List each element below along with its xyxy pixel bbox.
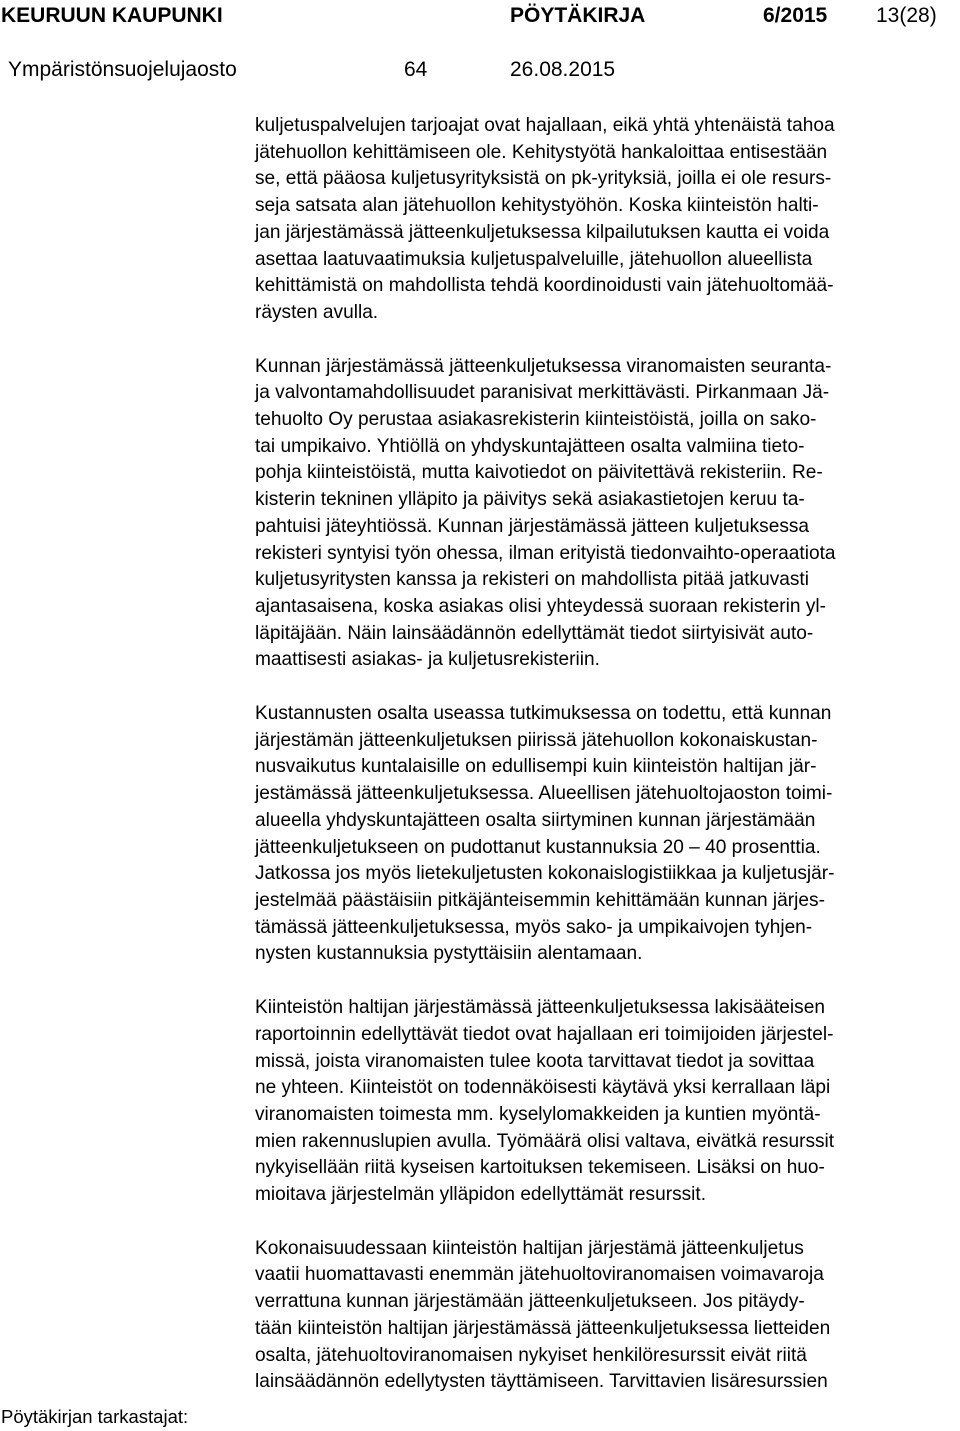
paragraph-line: lainsäädännön edellytysten täyttämiseen. Tarvittavien lisäresurssien (255, 1371, 828, 1393)
paragraph-line: Kustannusten osalta useassa tutkimuksessa on todettu, että kunnan (255, 703, 832, 725)
paragraph-line: se, että pääosa kuljetusyrityksistä on pk-yrityksiä, joilla ei ole resurs- (255, 168, 832, 190)
municipality-name: KEURUUN KAUPUNKI (1, 4, 223, 27)
body-paragraph (255, 1236, 959, 1396)
paragraph-line: tään kiinteistön haltijan järjestämässä jätteenkuljetuksessa lietteiden (255, 1317, 831, 1339)
paragraph-line: kehittämistä on mahdollista tehdä koordinoidusti vain jätehuoltomää- (255, 275, 834, 297)
paragraph-line: kuljetusyritysten kanssa ja rekisteri on mahdollista pitää jatkuvasti (255, 569, 809, 591)
paragraph-line: missä, joista viranomaisten tulee koota tarvittavat tiedot ja sovittaa (255, 1050, 815, 1072)
paragraph-line: kisterin tekninen ylläpito ja päivitys sekä asiakastietojen keruu ta- (255, 489, 805, 511)
document-body (255, 113, 959, 1396)
section-number: 64 (404, 58, 428, 81)
paragraph-line: tai umpikaivo. Yhtiöllä on yhdyskuntajätteen osalta valmiina tieto- (255, 435, 805, 457)
paragraph-line: kuljetuspalvelujen tarjoajat ovat hajallaan, eikä yhtä yhtenäistä tahoa (255, 115, 835, 136)
meeting-date: 26.08.2015 (510, 58, 616, 81)
paragraph-line: jätteenkuljetukseen on pudottanut kustannuksia 20 – 40 prosenttia. (255, 836, 821, 858)
body-paragraph (255, 113, 959, 327)
paragraph-line: mien rakennuslupien avulla. Työmäärä olisi valtava, eivätkä resurssit (255, 1130, 835, 1152)
paragraph-line: tehuolto Oy perustaa asiakasrekisterin kiinteistöistä, joilla on sako- (255, 409, 817, 431)
reviewers-label: Pöytäkirjan tarkastajat: (1, 1406, 189, 1427)
paragraph-line: Kiinteistön haltijan järjestämässä jätteenkuljetuksessa lakisääteisen (255, 997, 825, 1019)
paragraph-line: vaatii huomattavasti enemmän jätehuoltoviranomaisen voimavaroja (255, 1264, 824, 1286)
paragraph-line: rekisteri syntyisi työn ohessa, ilman erityistä tiedonvaihto-operaatiota (255, 542, 836, 564)
paragraph-line: läpitäjään. Näin lainsäädännön edellyttämät tiedot siirtyisivät auto- (255, 622, 814, 644)
paragraph-line: nysten kustannuksia pystyttäisiin alentamaan. (255, 943, 643, 965)
body-paragraph (255, 354, 959, 674)
paragraph-line: jestämässä jätteenkuljetuksessa. Alueellisen jätehuoltojaoston toimi- (255, 783, 833, 805)
paragraph-line: jan järjestämässä jätteenkuljetuksessa kilpailutuksen kautta ei voida (255, 221, 830, 243)
document-type: PÖYTÄKIRJA (510, 4, 646, 27)
paragraph-line: nykyisellään riitä kyseisen kartoituksen tekemiseen. Lisäksi on huo- (255, 1157, 825, 1179)
header-top-row (0, 1, 960, 31)
paragraph-line: Jatkossa jos myös lietekuljetusten kokonaislogistiikkaa ja kuljetusjär- (255, 863, 835, 885)
paragraph-line: raportoinnin edellyttävät tiedot ovat hajallaan eri toimijoiden järjestel- (255, 1023, 834, 1045)
paragraph-line: järjestämän jätteenkuljetuksen piirissä jätehuollon kokonaiskustan- (255, 729, 818, 751)
paragraph-line: Kunnan järjestämässä jätteenkuljetuksessa viranomaisten seuranta- (255, 355, 832, 377)
paragraph-line: Kokonaisuudessaan kiinteistön haltijan järjestämä jätteenkuljetus (255, 1237, 804, 1259)
header-second-row (0, 55, 960, 85)
paragraph-line: nusvaikutus kuntalaisille on edullisempi kuin kiinteistön haltijan jär- (255, 756, 817, 778)
paragraph-line: osalta, jätehuoltoviranomaisen nykyiset henkilöresurssit eivät riitä (255, 1344, 807, 1366)
body-paragraph (255, 995, 959, 1209)
paragraph-line: viranomaisten toimesta mm. kyselylomakkeiden ja kuntien myöntä- (255, 1103, 821, 1125)
paragraph-line: ja valvontamahdollisuudet paranisivat merkittävästi. Pirkanmaan Jä- (255, 382, 830, 404)
committee-name: Ympäristönsuojelujaosto (8, 58, 237, 81)
paragraph-line: pahtuisi jäteyhtiössä. Kunnan järjestämässä jätteen kuljetuksessa (255, 515, 810, 537)
document-number: 6/2015 (763, 4, 828, 27)
paragraph-line: asettaa laatuvaatimuksia kuljetuspalveluille, jätehuollon alueellista (255, 248, 813, 270)
paragraph-line: alueella yhdyskuntajätteen osalta siirtyminen kunnan järjestämään (255, 809, 816, 831)
page-number: 13(28) (876, 4, 937, 27)
paragraph-line: seja satsata alan jätehuollon kehitystyöhön. Koska kiinteistön halti- (255, 195, 819, 217)
paragraph-line: ne yhteen. Kiinteistöt on todennäköisesti käytävä yksi kerrallaan läpi (255, 1077, 831, 1099)
paragraph-line: ajantasaisena, koska asiakas olisi yhteydessä suoraan rekisterin yl- (255, 595, 826, 617)
paragraph-line: maattisesti asiakas- ja kuljetusrekisteriin. (255, 649, 600, 671)
paragraph-line: jestelmää päästäisiin pitkäjänteisemmin kehittämään kunnan järjes- (255, 889, 825, 911)
paragraph-line: räysten avulla. (255, 301, 379, 323)
paragraph-line: verrattuna kunnan järjestämään jätteenkuljetukseen. Jos pitäydy- (255, 1291, 805, 1313)
body-paragraph (255, 701, 959, 968)
paragraph-line: tämässä jätteenkuljetuksessa, myös sako- ja umpikaivojen tyhjen- (255, 916, 813, 938)
paragraph-line: mioitava järjestelmän ylläpidon edellyttämät resurssit. (255, 1184, 707, 1206)
paragraph-line: pohja kiinteistöistä, mutta kaivotiedot on päivitettävä rekisteriin. Re- (255, 462, 823, 484)
paragraph-line: jätehuollon kehittämiseen ole. Kehitystyötä hankaloittaa entisestään (255, 141, 828, 163)
